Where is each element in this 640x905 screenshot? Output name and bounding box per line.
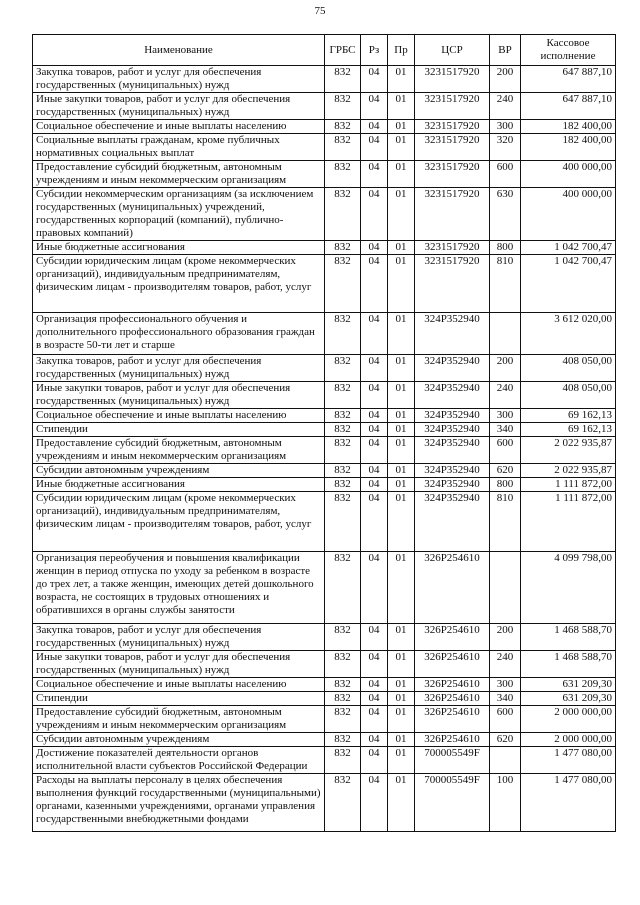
cell-pr: 01 — [388, 747, 415, 774]
table-row — [33, 678, 616, 692]
cell-grbs: 832 — [325, 747, 361, 774]
cell-amount: 1 477 080,00 — [521, 774, 616, 832]
cell-csr: 326P254610 — [415, 733, 490, 747]
cell-rz: 04 — [361, 624, 388, 651]
cell-name: Закупка товаров, работ и услуг для обеспечения государственных (муниципальных) нужд — [33, 66, 325, 93]
cell-amount: 1 042 700,47 — [521, 241, 616, 255]
cell-pr: 01 — [388, 437, 415, 464]
cell-grbs: 832 — [325, 464, 361, 478]
cell-csr: 326P254610 — [415, 678, 490, 692]
table-row — [33, 437, 616, 464]
table-row — [33, 313, 616, 355]
cell-name: Субсидии юридическим лицам (кроме некоммерческих организаций), индивидуальным предпринимателям, физическим лицам - производителям товаров, работ, услуг — [33, 255, 325, 313]
header-csr: ЦСР — [415, 35, 490, 66]
cell-csr: 324P352940 — [415, 382, 490, 409]
cell-vr: 600 — [490, 706, 521, 733]
cell-rz: 04 — [361, 188, 388, 241]
table-row — [33, 651, 616, 678]
cell-pr: 01 — [388, 313, 415, 355]
cell-grbs: 832 — [325, 733, 361, 747]
cell-pr: 01 — [388, 93, 415, 120]
cell-csr: 700005549F — [415, 747, 490, 774]
cell-grbs: 832 — [325, 492, 361, 552]
table-row — [33, 733, 616, 747]
cell-vr: 320 — [490, 134, 521, 161]
cell-grbs: 832 — [325, 678, 361, 692]
table-row — [33, 120, 616, 134]
cell-grbs: 832 — [325, 313, 361, 355]
cell-vr: 600 — [490, 161, 521, 188]
cell-name: Предоставление субсидий бюджетным, автономным учреждениям и иным некоммерческим организациям — [33, 161, 325, 188]
cell-csr: 324P352940 — [415, 409, 490, 423]
table-row — [33, 423, 616, 437]
cell-amount: 400 000,00 — [521, 188, 616, 241]
cell-amount: 1 477 080,00 — [521, 747, 616, 774]
table-row — [33, 692, 616, 706]
cell-vr: 800 — [490, 241, 521, 255]
cell-csr: 3231517920 — [415, 188, 490, 241]
cell-name: Социальные выплаты гражданам, кроме публичных нормативных социальных выплат — [33, 134, 325, 161]
cell-name: Организация переобучения и повышения квалификации женщин в период отпуска по уходу за ребенком в возрасте до трех лет, а также женщин, имеющих детей дошкольного возраста, не состоящих в трудовых отношениях и обратившихся в органы службы занятости — [33, 552, 325, 624]
cell-name: Организация профессионального обучения и дополнительного профессионального образования граждан в возрасте 50-ти лет и старше — [33, 313, 325, 355]
table-row — [33, 492, 616, 552]
cell-rz: 04 — [361, 692, 388, 706]
cell-csr: 324P352940 — [415, 423, 490, 437]
table-row — [33, 478, 616, 492]
cell-vr: 240 — [490, 93, 521, 120]
cell-pr: 01 — [388, 382, 415, 409]
cell-vr — [490, 313, 521, 355]
cell-pr: 01 — [388, 678, 415, 692]
cell-csr: 324P352940 — [415, 313, 490, 355]
cell-name: Социальное обеспечение и иные выплаты населению — [33, 678, 325, 692]
cell-vr: 620 — [490, 464, 521, 478]
budget-table — [32, 34, 616, 832]
table-row — [33, 382, 616, 409]
cell-rz: 04 — [361, 747, 388, 774]
cell-grbs: 832 — [325, 161, 361, 188]
cell-name: Закупка товаров, работ и услуг для обеспечения государственных (муниципальных) нужд — [33, 355, 325, 382]
table-row — [33, 774, 616, 832]
cell-pr: 01 — [388, 651, 415, 678]
cell-amount: 3 612 020,00 — [521, 313, 616, 355]
cell-rz: 04 — [361, 437, 388, 464]
cell-amount: 1 468 588,70 — [521, 624, 616, 651]
cell-grbs: 832 — [325, 120, 361, 134]
cell-amount: 2 000 000,00 — [521, 733, 616, 747]
cell-csr: 326P254610 — [415, 624, 490, 651]
cell-amount: 1 042 700,47 — [521, 255, 616, 313]
cell-pr: 01 — [388, 134, 415, 161]
cell-rz: 04 — [361, 733, 388, 747]
cell-grbs: 832 — [325, 134, 361, 161]
cell-name: Субсидии автономным учреждениям — [33, 733, 325, 747]
cell-csr: 3231517920 — [415, 241, 490, 255]
cell-vr: 200 — [490, 355, 521, 382]
cell-grbs: 832 — [325, 774, 361, 832]
cell-name: Достижение показателей деятельности органов исполнительной власти субъектов Российской Федерации — [33, 747, 325, 774]
cell-vr: 340 — [490, 423, 521, 437]
header-rz: Рз — [361, 35, 388, 66]
cell-grbs: 832 — [325, 409, 361, 423]
cell-pr: 01 — [388, 120, 415, 134]
table-header-row — [33, 35, 616, 66]
cell-grbs: 832 — [325, 423, 361, 437]
cell-grbs: 832 — [325, 651, 361, 678]
cell-csr: 326P254610 — [415, 706, 490, 733]
cell-amount: 2 022 935,87 — [521, 464, 616, 478]
cell-csr: 3231517920 — [415, 134, 490, 161]
cell-rz: 04 — [361, 706, 388, 733]
cell-name: Стипендии — [33, 423, 325, 437]
cell-vr: 630 — [490, 188, 521, 241]
cell-grbs: 832 — [325, 355, 361, 382]
cell-pr: 01 — [388, 692, 415, 706]
cell-name: Субсидии автономным учреждениям — [33, 464, 325, 478]
cell-pr: 01 — [388, 733, 415, 747]
cell-vr: 300 — [490, 120, 521, 134]
cell-grbs: 832 — [325, 66, 361, 93]
cell-name: Субсидии некоммерческим организациям (за исключением государственных (муниципальных) учреждений, государственных корпораций (компаний), публично-правовых компаний) — [33, 188, 325, 241]
cell-grbs: 832 — [325, 382, 361, 409]
cell-rz: 04 — [361, 492, 388, 552]
cell-csr: 324P352940 — [415, 464, 490, 478]
cell-rz: 04 — [361, 409, 388, 423]
cell-csr: 326P254610 — [415, 692, 490, 706]
cell-name: Социальное обеспечение и иные выплаты населению — [33, 409, 325, 423]
cell-amount: 69 162,13 — [521, 423, 616, 437]
cell-pr: 01 — [388, 624, 415, 651]
cell-amount: 1 468 588,70 — [521, 651, 616, 678]
header-amount: Кассовое исполнение — [521, 35, 616, 66]
cell-csr: 324P352940 — [415, 478, 490, 492]
cell-rz: 04 — [361, 774, 388, 832]
cell-rz: 04 — [361, 355, 388, 382]
cell-csr: 3231517920 — [415, 161, 490, 188]
cell-rz: 04 — [361, 678, 388, 692]
cell-pr: 01 — [388, 423, 415, 437]
table-row — [33, 747, 616, 774]
cell-amount: 647 887,10 — [521, 93, 616, 120]
cell-amount: 2 000 000,00 — [521, 706, 616, 733]
cell-name: Расходы на выплаты персоналу в целях обеспечения выполнения функций государственными (муниципальными) органами, казенными учреждениями, органами управления государственными внебюджетными фондами — [33, 774, 325, 832]
cell-amount: 647 887,10 — [521, 66, 616, 93]
cell-amount: 1 111 872,00 — [521, 478, 616, 492]
table-row — [33, 255, 616, 313]
cell-pr: 01 — [388, 355, 415, 382]
cell-pr: 01 — [388, 552, 415, 624]
cell-vr: 600 — [490, 437, 521, 464]
table-row — [33, 624, 616, 651]
cell-name: Иные бюджетные ассигнования — [33, 241, 325, 255]
cell-grbs: 832 — [325, 93, 361, 120]
cell-csr: 3231517920 — [415, 66, 490, 93]
cell-amount: 182 400,00 — [521, 134, 616, 161]
cell-rz: 04 — [361, 464, 388, 478]
cell-grbs: 832 — [325, 692, 361, 706]
cell-name: Иные закупки товаров, работ и услуг для обеспечения государственных (муниципальных) нужд — [33, 651, 325, 678]
cell-vr: 810 — [490, 255, 521, 313]
cell-rz: 04 — [361, 66, 388, 93]
cell-pr: 01 — [388, 255, 415, 313]
cell-amount: 1 111 872,00 — [521, 492, 616, 552]
cell-rz: 04 — [361, 478, 388, 492]
cell-pr: 01 — [388, 188, 415, 241]
cell-amount: 631 209,30 — [521, 678, 616, 692]
cell-name: Предоставление субсидий бюджетным, автономным учреждениям и иным некоммерческим организациям — [33, 706, 325, 733]
cell-amount: 2 022 935,87 — [521, 437, 616, 464]
cell-vr: 800 — [490, 478, 521, 492]
cell-grbs: 832 — [325, 255, 361, 313]
cell-csr: 700005549F — [415, 774, 490, 832]
cell-csr: 324P352940 — [415, 355, 490, 382]
cell-csr: 326P254610 — [415, 651, 490, 678]
cell-pr: 01 — [388, 774, 415, 832]
cell-vr: 240 — [490, 651, 521, 678]
cell-vr: 100 — [490, 774, 521, 832]
cell-name: Иные закупки товаров, работ и услуг для обеспечения государственных (муниципальных) нужд — [33, 93, 325, 120]
header-grbs: ГРБС — [325, 35, 361, 66]
cell-name: Иные закупки товаров, работ и услуг для обеспечения государственных (муниципальных) нужд — [33, 382, 325, 409]
cell-amount: 69 162,13 — [521, 409, 616, 423]
cell-name: Стипендии — [33, 692, 325, 706]
cell-name: Предоставление субсидий бюджетным, автономным учреждениям и иным некоммерческим организациям — [33, 437, 325, 464]
cell-vr: 200 — [490, 624, 521, 651]
cell-amount: 631 209,30 — [521, 692, 616, 706]
cell-vr: 300 — [490, 409, 521, 423]
table-row — [33, 66, 616, 93]
cell-vr: 340 — [490, 692, 521, 706]
cell-vr: 810 — [490, 492, 521, 552]
cell-csr: 324P352940 — [415, 492, 490, 552]
cell-pr: 01 — [388, 409, 415, 423]
cell-amount: 182 400,00 — [521, 120, 616, 134]
cell-csr: 3231517920 — [415, 93, 490, 120]
cell-vr: 200 — [490, 66, 521, 93]
cell-csr: 3231517920 — [415, 120, 490, 134]
table-row — [33, 464, 616, 478]
table-row — [33, 188, 616, 241]
table-row — [33, 552, 616, 624]
header-name: Наименование — [33, 35, 325, 66]
cell-rz: 04 — [361, 93, 388, 120]
cell-rz: 04 — [361, 134, 388, 161]
cell-pr: 01 — [388, 478, 415, 492]
cell-pr: 01 — [388, 161, 415, 188]
cell-grbs: 832 — [325, 552, 361, 624]
cell-amount: 4 099 798,00 — [521, 552, 616, 624]
cell-name: Иные бюджетные ассигнования — [33, 478, 325, 492]
cell-rz: 04 — [361, 161, 388, 188]
cell-name: Закупка товаров, работ и услуг для обеспечения государственных (муниципальных) нужд — [33, 624, 325, 651]
cell-vr — [490, 747, 521, 774]
cell-rz: 04 — [361, 382, 388, 409]
cell-csr: 326P254610 — [415, 552, 490, 624]
cell-grbs: 832 — [325, 706, 361, 733]
table-row — [33, 409, 616, 423]
cell-name: Социальное обеспечение и иные выплаты населению — [33, 120, 325, 134]
cell-amount: 408 050,00 — [521, 355, 616, 382]
cell-vr: 620 — [490, 733, 521, 747]
table-row — [33, 93, 616, 120]
cell-name: Субсидии юридическим лицам (кроме некоммерческих организаций), индивидуальным предпринимателям, физическим лицам - производителям товаров, работ, услуг — [33, 492, 325, 552]
table-row — [33, 241, 616, 255]
cell-rz: 04 — [361, 651, 388, 678]
cell-amount: 400 000,00 — [521, 161, 616, 188]
cell-amount: 408 050,00 — [521, 382, 616, 409]
cell-grbs: 832 — [325, 437, 361, 464]
cell-rz: 04 — [361, 241, 388, 255]
cell-vr — [490, 552, 521, 624]
cell-rz: 04 — [361, 255, 388, 313]
page-number: 75 — [314, 5, 326, 17]
cell-csr: 3231517920 — [415, 255, 490, 313]
cell-rz: 04 — [361, 423, 388, 437]
header-pr: Пр — [388, 35, 415, 66]
table-row — [33, 355, 616, 382]
cell-pr: 01 — [388, 241, 415, 255]
cell-grbs: 832 — [325, 624, 361, 651]
cell-pr: 01 — [388, 464, 415, 478]
cell-vr: 300 — [490, 678, 521, 692]
table-row — [33, 134, 616, 161]
header-vr: ВР — [490, 35, 521, 66]
cell-pr: 01 — [388, 492, 415, 552]
cell-pr: 01 — [388, 706, 415, 733]
cell-csr: 324P352940 — [415, 437, 490, 464]
cell-pr: 01 — [388, 66, 415, 93]
cell-rz: 04 — [361, 552, 388, 624]
cell-grbs: 832 — [325, 478, 361, 492]
cell-rz: 04 — [361, 120, 388, 134]
cell-grbs: 832 — [325, 241, 361, 255]
cell-grbs: 832 — [325, 188, 361, 241]
cell-rz: 04 — [361, 313, 388, 355]
table-row — [33, 161, 616, 188]
table-row — [33, 706, 616, 733]
cell-vr: 240 — [490, 382, 521, 409]
